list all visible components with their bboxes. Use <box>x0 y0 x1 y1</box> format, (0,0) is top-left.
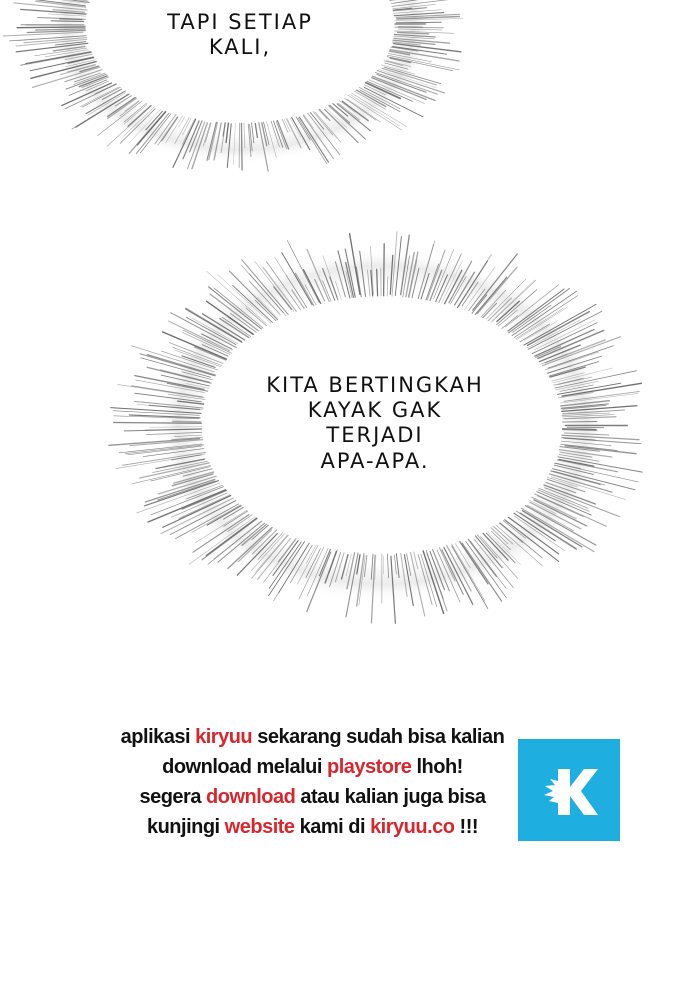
kiryuu-logo[interactable] <box>518 739 620 841</box>
bubble-line: APA-APA. <box>320 448 430 473</box>
bubble-text-middle <box>230 373 520 474</box>
promo-text-segment: lhoh! <box>411 756 463 778</box>
promo-text <box>100 722 525 842</box>
promo-link-kiryuu-co[interactable]: kiryuu.co <box>370 816 455 838</box>
bubble-line: KAYAK GAK <box>307 398 443 423</box>
promo-highlight-kiryuu: kiryuu <box>195 726 253 748</box>
promo-text-segment: download melalui <box>162 756 327 778</box>
promo-text-segment: atau kalian juga bisa <box>295 786 486 808</box>
promo-line-4 <box>100 812 525 842</box>
promo-text-segment: kami di <box>294 816 371 838</box>
bubble-line: TAPI SETIAP <box>167 10 313 34</box>
promo-text-segment: sekarang sudah bisa kalian <box>252 726 505 748</box>
bubble-line: KALI, <box>208 35 272 60</box>
promo-text-segment: !!! <box>454 816 479 838</box>
kiryuu-k-logo-icon <box>518 739 620 841</box>
promo-text-segment: aplikasi <box>120 726 196 748</box>
promo-highlight-download: download <box>206 786 296 808</box>
promo-highlight-website[interactable]: website <box>224 816 295 838</box>
promo-line-2 <box>100 752 525 782</box>
bubble-line: TERJADI <box>326 423 424 448</box>
bubble-text-top <box>130 10 350 60</box>
promo-text-segment: segera <box>139 786 207 808</box>
promo-line-1 <box>100 722 525 752</box>
bubble-line: KITA BERTINGKAH <box>266 373 484 397</box>
promo-text-segment: kunjingi <box>146 816 225 838</box>
promo-line-3 <box>100 782 525 812</box>
promo-highlight-playstore: playstore <box>326 756 412 778</box>
